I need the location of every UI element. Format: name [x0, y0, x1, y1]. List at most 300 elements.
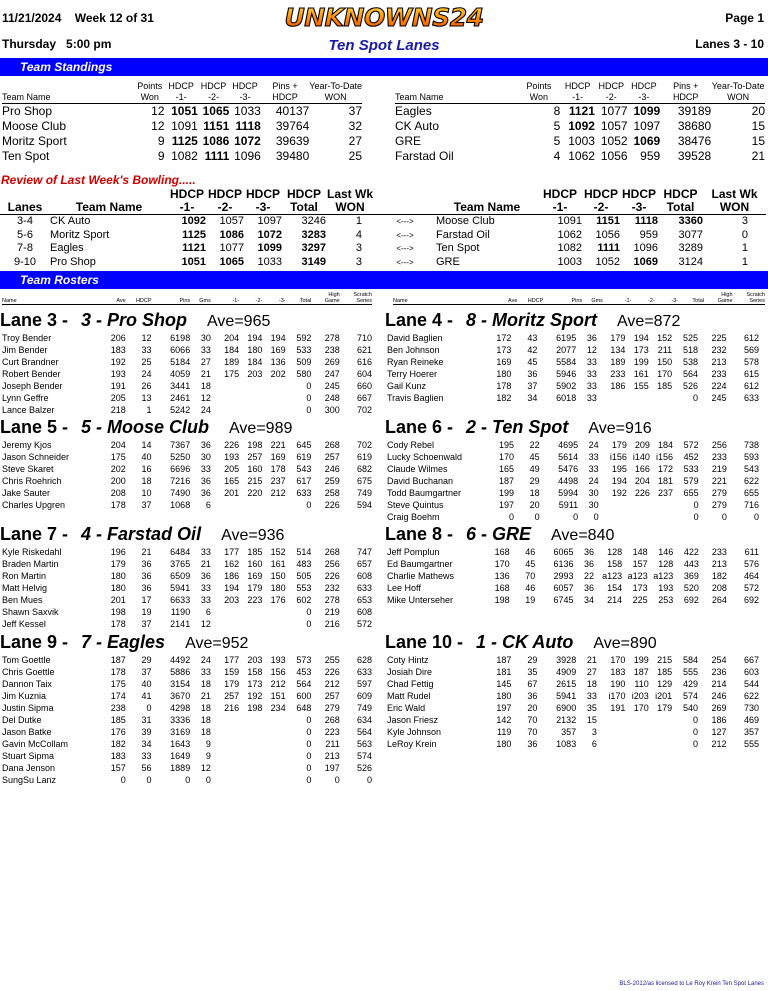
player-row: [2, 558, 372, 570]
player-row: [387, 654, 759, 666]
team-score: 1051: [181, 255, 206, 268]
player-stat: 34: [583, 595, 594, 605]
player-stat: 216: [224, 703, 240, 713]
team-name: 4 - Farstad Oil: [81, 524, 202, 544]
pins-hdcp: 38476: [677, 134, 712, 148]
player-name: Curt Brandner: [2, 357, 59, 367]
player-stat: i156: [655, 452, 673, 462]
pins-hdcp: 38680: [677, 119, 712, 133]
player-stat: 185: [657, 381, 673, 391]
player-stat: 201: [110, 595, 126, 605]
team-name: 3 - Pro Shop: [81, 310, 188, 330]
player-stat: 16: [141, 464, 152, 474]
player-stat: [211, 618, 239, 630]
player-stat: 628: [356, 655, 372, 665]
player-row: [2, 690, 372, 702]
team-name: Farstad Oil: [436, 228, 490, 241]
player-stat: i170: [608, 691, 626, 701]
player-stat: 220: [247, 488, 263, 498]
player-stat: 182: [496, 393, 512, 403]
player-stat: 193: [110, 369, 126, 379]
player-stat: 3169: [170, 727, 191, 737]
player-stat: 505: [296, 571, 312, 581]
player-stat: 279: [711, 488, 727, 498]
ytd-won: 15: [751, 119, 765, 133]
won-count: 3: [355, 242, 362, 254]
game-score: 1003: [568, 134, 595, 148]
player-stat: 221: [270, 440, 286, 450]
player-stat: 18: [200, 703, 211, 713]
team-score: 1057: [219, 215, 244, 227]
player-row: [387, 678, 759, 690]
player-name: Cody Rebel: [387, 440, 435, 450]
player-row: [387, 463, 759, 475]
player-name: Terry Hoerer: [387, 369, 438, 379]
player-stat: 608: [356, 571, 372, 581]
player-stat: 604: [356, 369, 372, 379]
player-row: [387, 594, 759, 606]
standings-row: [2, 104, 362, 120]
player-row: [2, 618, 372, 630]
player-stat: [239, 392, 262, 404]
player-stat: 0: [753, 512, 759, 522]
player-stat: [262, 380, 285, 392]
player-row: [387, 582, 759, 594]
column-header: HDCP: [517, 298, 543, 305]
player-name: Steve Skaret: [2, 464, 54, 474]
won-count: 3: [741, 215, 748, 227]
player-stat: 216: [324, 619, 340, 629]
team-score: 1056: [595, 228, 620, 241]
player-stat: 24: [200, 405, 211, 415]
team-score: 1096: [633, 242, 658, 254]
player-stat: 215: [657, 655, 673, 665]
player-stat: [239, 380, 262, 392]
player-row: [2, 762, 372, 774]
player-stat: 653: [356, 595, 372, 605]
player-stat: 667: [743, 655, 759, 665]
player-row: [2, 344, 372, 356]
player-stat: 574: [356, 751, 372, 761]
player-stat: 0: [306, 381, 312, 391]
column-header: HDCP: [126, 298, 152, 305]
player-row: [2, 356, 372, 368]
player-stat: 203: [247, 655, 263, 665]
player-stat: 278: [324, 333, 340, 343]
player-stat: [262, 726, 285, 738]
player-stat: 205: [224, 464, 240, 474]
player-row: [387, 392, 759, 404]
player-stat: 555: [743, 739, 759, 749]
player-stat: 178: [110, 619, 126, 629]
player-stat: 268: [324, 440, 340, 450]
pins-hdcp: 40137: [275, 104, 310, 118]
player-stat: 12: [141, 333, 152, 343]
player-stat: 2141: [170, 619, 191, 629]
player-stat: 18: [200, 715, 211, 725]
player-stat: 6066: [170, 345, 191, 355]
versus-arrow: <--->: [396, 244, 414, 253]
player-stat: 738: [743, 440, 759, 450]
player-name: Lance Balzer: [2, 405, 55, 415]
player-stat: 238: [324, 345, 340, 355]
player-stat: 538: [683, 357, 699, 367]
player-stat: 593: [743, 452, 759, 462]
player-stat: 168: [494, 583, 510, 593]
player-stat: 172: [657, 464, 673, 474]
player-stat: 67: [527, 679, 538, 689]
player-row: [387, 666, 759, 678]
roster-table: [387, 439, 759, 523]
game-score: 1111: [204, 149, 230, 163]
player-stat: 195: [611, 464, 627, 474]
player-stat: [211, 606, 239, 618]
player-stat: 609: [356, 691, 372, 701]
player-stat: 633: [296, 488, 312, 498]
player-stat: 34: [527, 393, 538, 403]
player-name: Jason Friesz: [387, 715, 439, 725]
team-average: Ave=965: [207, 313, 271, 330]
player-stat: [239, 404, 262, 416]
points-won: 8: [553, 104, 561, 118]
player-name: SungSu Lanz: [2, 775, 57, 785]
player-stat: 13: [141, 393, 152, 403]
lane-block: [385, 417, 765, 523]
player-stat: 12: [200, 393, 211, 403]
player-stat: [211, 404, 239, 416]
player-stat: 158: [247, 667, 263, 677]
won-count: 1: [355, 215, 362, 227]
player-stat: 142: [496, 715, 512, 725]
lane-block: [385, 524, 765, 606]
player-stat: [627, 511, 650, 523]
player-stat: 225: [711, 333, 727, 343]
standings-row: [395, 104, 765, 120]
player-stat: 578: [743, 357, 759, 367]
player-stat: 208: [110, 488, 126, 498]
player-stat: 208: [711, 583, 727, 593]
pins-hdcp: 39480: [275, 149, 310, 163]
player-name: David Baglien: [387, 333, 443, 343]
player-stat: 749: [356, 488, 372, 498]
player-stat: [262, 750, 285, 762]
game-score: 1151: [203, 119, 230, 133]
player-stat: 33: [200, 667, 211, 677]
game-score: 1086: [202, 134, 230, 148]
points-won: 12: [151, 119, 165, 133]
player-stat: 195: [498, 440, 515, 450]
player-stat: 702: [356, 405, 372, 415]
player-stat: 34: [141, 739, 152, 749]
player-stat: 179: [610, 333, 626, 343]
player-stat: 608: [356, 607, 372, 617]
player-stat: 6136: [553, 559, 574, 569]
player-stat: 357: [743, 727, 759, 737]
ytd-won: 32: [348, 119, 362, 133]
player-stat: 134: [610, 345, 626, 355]
player-stat: 749: [356, 703, 372, 713]
player-stat: 178: [110, 667, 126, 677]
player-stat: 182: [711, 571, 727, 581]
player-stat: 193: [270, 655, 286, 665]
column-header: Ave: [486, 298, 517, 305]
player-stat: 0: [693, 500, 699, 510]
player-stat: 525: [683, 333, 699, 343]
player-stat: 191: [110, 381, 126, 391]
player-stat: [211, 726, 239, 738]
team-name: Moritz Sport: [2, 134, 67, 148]
lane-block: [0, 310, 380, 416]
player-stat: 170: [610, 655, 626, 665]
team-score: 1065: [219, 255, 244, 268]
player-stat: 183: [610, 667, 626, 677]
player-stat: 212: [324, 679, 340, 689]
player-stat: 612: [743, 333, 759, 343]
game-score: 1033: [234, 104, 261, 118]
player-stat: 233: [610, 369, 626, 379]
team-average: Ave=872: [617, 313, 681, 330]
player-stat: 233: [711, 547, 727, 557]
player-stat: 226: [324, 667, 340, 677]
player-stat: 194: [270, 333, 286, 343]
player-stat: 0: [306, 775, 312, 785]
player-stat: 161: [633, 369, 649, 379]
player-stat: 45: [527, 357, 538, 367]
player-stat: 219: [324, 607, 340, 617]
game-score: 1121: [568, 104, 595, 118]
team-name: Eagles: [395, 104, 432, 118]
pins-hdcp: 39189: [677, 104, 712, 118]
player-stat: [211, 774, 239, 786]
player-stat: 22: [529, 440, 540, 450]
player-stat: 6: [591, 739, 597, 749]
player-stat: 206: [110, 333, 126, 343]
player-stat: 667: [356, 393, 372, 403]
player-stat: 633: [356, 583, 372, 593]
player-stat: [239, 726, 262, 738]
player-stat: 170: [657, 369, 673, 379]
game-score: 1091: [171, 119, 198, 133]
player-stat: 18: [200, 727, 211, 737]
player-stat: 6509: [170, 571, 191, 581]
player-stat: 170: [498, 452, 515, 462]
player-stat: 154: [607, 583, 623, 593]
player-stat: 592: [296, 333, 312, 343]
player-name: Kyle Johnson: [387, 727, 442, 737]
player-stat: [650, 499, 673, 511]
player-stat: 22: [583, 571, 594, 581]
player-stat: 37: [141, 500, 152, 510]
player-stat: 15: [586, 715, 597, 725]
column-header: -3-: [655, 298, 678, 305]
player-stat: 279: [711, 500, 727, 510]
player-stat: 563: [356, 739, 372, 749]
player-stat: 602: [296, 595, 312, 605]
player-stat: 268: [324, 547, 340, 557]
player-stat: 0: [306, 619, 312, 629]
player-stat: 238: [110, 703, 126, 713]
player-stat: 177: [224, 547, 240, 557]
player-stat: 180: [270, 583, 286, 593]
player-stat: 443: [683, 559, 699, 569]
player-stat: 234: [270, 703, 286, 713]
player-stat: i140: [632, 452, 650, 462]
player-stat: 199: [633, 357, 649, 367]
player-stat: 36: [200, 488, 211, 498]
game-score: 1077: [600, 104, 628, 118]
player-stat: 173: [496, 345, 512, 355]
player-stat: 36: [141, 571, 152, 581]
team-name: 2 - Ten Spot: [466, 417, 569, 437]
lane-block: [0, 417, 380, 511]
player-stat: 189: [224, 357, 240, 367]
player-stat: 233: [711, 369, 727, 379]
player-stat: 747: [356, 547, 372, 557]
review-row: [0, 256, 766, 270]
player-stat: 191: [610, 703, 626, 713]
game-score: 1099: [633, 104, 661, 118]
player-stat: 214: [711, 679, 727, 689]
game-score: 1056: [600, 149, 628, 163]
player-stat: 2077: [556, 345, 577, 355]
player-stat: 0: [693, 715, 699, 725]
player-stat: 37: [141, 667, 152, 677]
lane-pair: 3-4: [17, 215, 33, 227]
team-score: 3077: [678, 228, 703, 241]
player-stat: 0: [693, 727, 699, 737]
won-count: 0: [741, 228, 748, 241]
player-stat: 33: [588, 452, 599, 462]
player-stat: 269: [711, 703, 727, 713]
player-row: [2, 368, 372, 380]
scratch-series-label: Scratch: [746, 292, 765, 298]
player-stat: 6633: [170, 595, 191, 605]
player-stat: 469: [743, 715, 759, 725]
player-stat: 0: [205, 775, 211, 785]
player-stat: 580: [296, 369, 312, 379]
player-stat: 157: [110, 763, 126, 773]
lane-block: [0, 524, 380, 630]
player-stat: 201: [224, 488, 240, 498]
player-stat: 33: [200, 547, 211, 557]
player-stat: 43: [527, 333, 538, 343]
team-score: 1125: [182, 228, 206, 241]
player-name: Steve Quintus: [387, 500, 444, 510]
player-stat: 2993: [553, 571, 574, 581]
player-stat: 136: [494, 571, 510, 581]
player-stat: 202: [110, 464, 126, 474]
player-stat: 5994: [558, 488, 579, 498]
player-stat: 0: [593, 512, 599, 522]
player-stat: 12: [200, 763, 211, 773]
team-score: 1097: [257, 215, 282, 227]
game-score: 1057: [600, 119, 628, 133]
player-stat: 177: [224, 655, 240, 665]
player-stat: 49: [529, 464, 540, 474]
team-name: Ten Spot: [2, 149, 50, 163]
column-header: Pins: [152, 298, 191, 305]
player-name: Del Dutke: [2, 715, 42, 725]
team-score: 1033: [257, 255, 282, 268]
player-stat: 253: [658, 595, 674, 605]
player-stat: 0: [146, 775, 152, 785]
player-stat: 233: [711, 452, 727, 462]
license-footer: BLS-2012/as licensed to Le Roy Krein Ten Spot Lanes: [619, 981, 764, 987]
player-stat: [239, 714, 262, 726]
player-row: [2, 726, 372, 738]
player-name: Chris Goettle: [2, 667, 55, 677]
column-header: Series: [733, 298, 765, 305]
lane-block: [385, 632, 765, 750]
review-row: [0, 229, 766, 243]
player-name: Ben Johnson: [387, 345, 440, 355]
player-stat: 175: [110, 679, 126, 689]
player-name: Ed Baumgartner: [387, 559, 453, 569]
player-name: Robert Bender: [2, 369, 61, 379]
player-name: Jeremy Kjos: [2, 440, 52, 450]
player-stat: [627, 499, 650, 511]
player-name: David Buchanan: [387, 476, 454, 486]
report-date-week: 11/21/2024 Week 12 of 31: [2, 11, 154, 25]
team-score: 1118: [634, 215, 658, 227]
player-stat: 160: [247, 559, 263, 569]
player-name: Justin Sipma: [2, 703, 54, 713]
team-name: Pro Shop: [50, 255, 96, 268]
player-stat: 26: [141, 381, 152, 391]
team-score: 3360: [678, 215, 703, 227]
player-stat: 12: [200, 619, 211, 629]
player-stat: 257: [247, 452, 263, 462]
player-row: [2, 666, 372, 678]
player-stat: 278: [324, 595, 340, 605]
player-stat: 6696: [170, 464, 191, 474]
player-row: [387, 558, 759, 570]
player-stat: 204: [224, 333, 240, 343]
lane-title: [385, 524, 765, 545]
player-row: [2, 750, 372, 762]
versus-arrow: <--->: [396, 257, 414, 267]
player-row: [387, 499, 759, 511]
player-row: [2, 332, 372, 344]
player-name: Matt Rudel: [387, 691, 431, 701]
player-stat: 5242: [170, 405, 191, 415]
player-stat: 150: [657, 357, 673, 367]
game-score: 1097: [633, 119, 661, 133]
player-stat: 148: [632, 547, 648, 557]
player-stat: 20: [529, 500, 540, 510]
player-stat: 452: [683, 452, 699, 462]
team-score: 1091: [557, 215, 582, 227]
player-stat: 45: [529, 452, 540, 462]
player-stat: 184: [224, 345, 240, 355]
player-stat: 187: [633, 667, 649, 677]
player-stat: [262, 606, 285, 618]
player-stat: 211: [325, 739, 340, 749]
logo-text: UNKNOWNS24: [284, 3, 484, 31]
player-stat: 0: [306, 751, 312, 761]
player-stat: 56: [141, 763, 152, 773]
player-stat: 200: [110, 476, 126, 486]
versus-arrow: <--->: [396, 230, 414, 240]
player-stat: 611: [744, 547, 759, 557]
game-score: 1062: [568, 149, 595, 163]
player-stat: 46: [525, 547, 536, 557]
player-stat: 655: [743, 488, 759, 498]
player-stat: a123: [602, 571, 623, 581]
player-stat: 617: [296, 476, 312, 486]
team-score: 959: [639, 228, 658, 241]
player-stat: 179: [657, 703, 673, 713]
